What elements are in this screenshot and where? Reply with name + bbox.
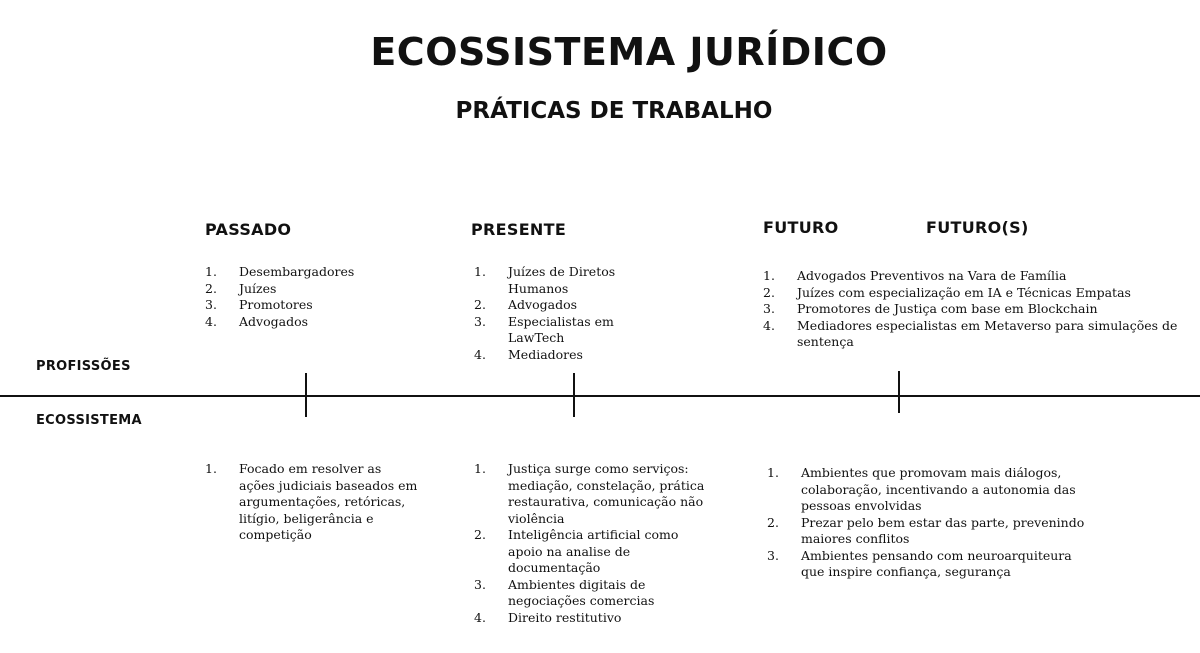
profissoes-presente-list <box>474 264 654 363</box>
list-item: 2. Prezar pelo bem estar das parte, prevenindo maiores conflitos <box>767 514 1085 546</box>
list-item: 2. Juízes <box>205 280 277 296</box>
list-item: 1. Advogados Preventivos na Vara de Família <box>763 268 1067 283</box>
row-label-ecossistema: ECOSSISTEMA <box>36 413 142 428</box>
list-item: 4. Direito restitutivo <box>474 609 622 625</box>
list-item: 1. Ambientes que promovam mais diálogos, colaboração, incentivando a autonomia das pessoas envolvidas <box>767 465 1076 513</box>
ecossistema-futuro-list <box>767 465 1097 581</box>
row-label-profissoes: PROFISSÕES <box>36 359 131 374</box>
column-header-futuro: FUTURO <box>763 218 839 237</box>
page-subtitle: PRÁTICAS DE TRABALHO <box>455 98 773 124</box>
page-title: ECOSSISTEMA JURÍDICO <box>370 30 888 74</box>
list-item: 4. Mediadores especialistas em Metaverso para simulações de sentença <box>763 317 1178 349</box>
list-item: 3. Especialistas em LawTech <box>474 313 614 345</box>
list-item: 2. Advogados <box>474 297 578 312</box>
list-item: 1. Focado em resolver as ações judiciais baseados em argumentações, retóricas, litígio, beligerância e competição <box>205 461 418 542</box>
list-item: 4. Mediadores <box>474 346 583 362</box>
list-item: 1. Juízes de Diretos Humanos <box>474 264 616 296</box>
list-item: 3. Ambientes digitais de negociações comercias <box>474 576 655 608</box>
list-item: 3. Ambientes pensando com neuroarquiteura que inspire confiança, segurança <box>767 547 1072 579</box>
column-header-passado: PASSADO <box>205 220 292 239</box>
column-header-presente: PRESENTE <box>471 220 567 239</box>
timeline-axis <box>0 395 1200 397</box>
timeline-tick-passado <box>305 373 307 417</box>
profissoes-futuro-list <box>763 268 1183 351</box>
list-item: 2. Juízes com especialização em IA e Técnicas Empatas <box>763 284 1131 300</box>
list-item: 2. Inteligência artificial como apoio na analise de documentação <box>474 527 679 575</box>
list-item: 3. Promotores <box>205 297 313 312</box>
list-item: 4. Advogados <box>205 313 309 329</box>
list-item: 3. Promotores de Justiça com base em Blockchain <box>763 301 1098 316</box>
timeline-tick-futuro <box>898 371 900 413</box>
list-item: 1. Justiça surge como serviços: mediação, constelação, prática restaurativa, comunicação não violência <box>474 461 705 526</box>
list-item: 1. Desembargadores <box>205 264 355 279</box>
timeline-tick-presente <box>573 373 575 417</box>
column-header-futuros: FUTURO(S) <box>926 218 1029 237</box>
ecossistema-presente-list <box>474 461 714 626</box>
ecossistema-passado-list <box>205 461 420 544</box>
profissoes-passado-list <box>205 264 425 330</box>
